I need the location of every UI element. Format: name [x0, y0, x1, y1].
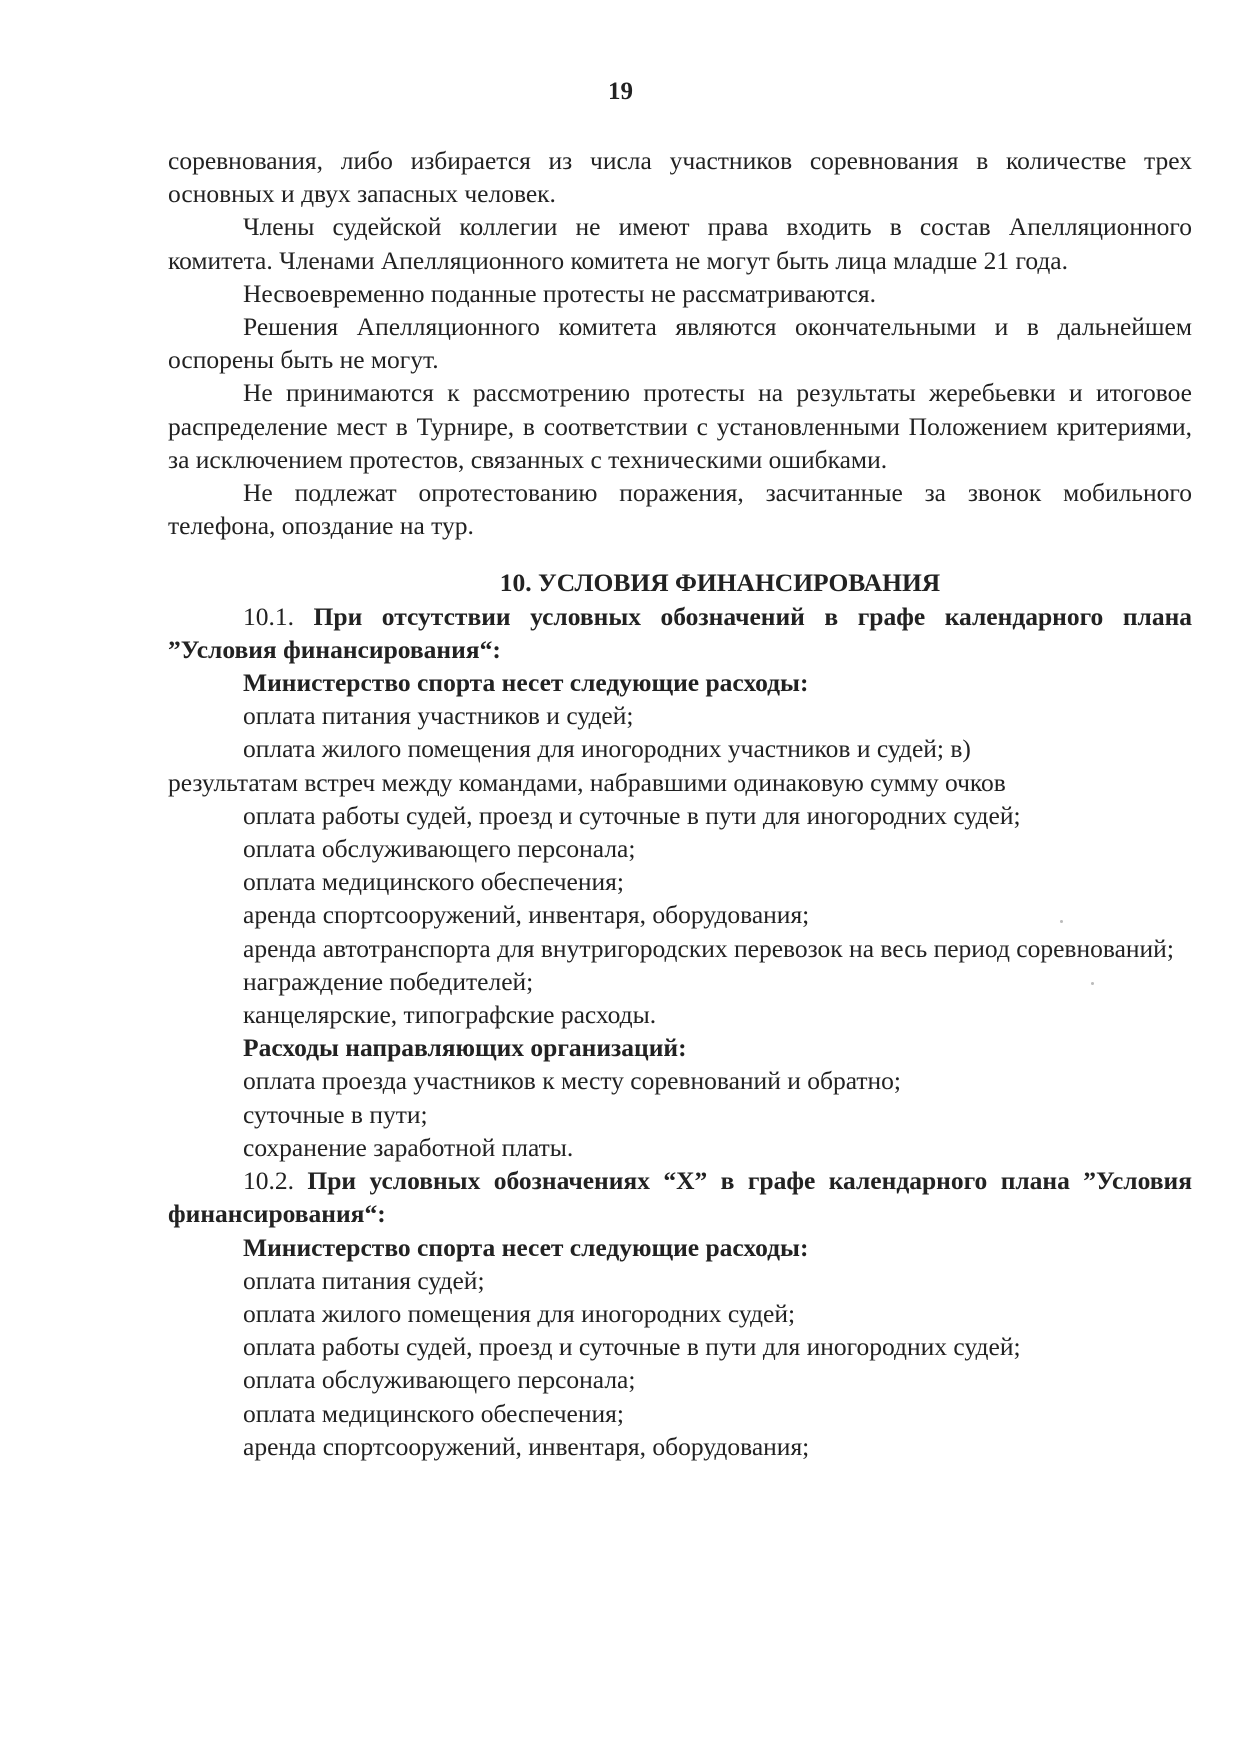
subsection-10-2-title	[168, 1164, 1192, 1230]
page-number: 19	[608, 78, 633, 105]
subsection-title: При условных обозначениях “Х” в графе календарного плана ”Условия финансирования“:	[168, 1166, 1192, 1229]
list-item: награждение победителей;	[243, 966, 534, 996]
list-item: аренда спортсооружений, инвентаря, оборудования;	[243, 900, 810, 930]
subsection-title: При отсутствии условных обозначений в графе календарного плана ”Условия финансирования“:	[168, 601, 1193, 664]
paragraph: соревнования, либо избирается из числа участников соревнования в количестве трех основных и двух запасных человек.	[168, 146, 1192, 209]
list-item: оплата медицинского обеспечения;	[243, 1398, 624, 1428]
paragraph: Члены судейской коллегии не имеют права входить в состав Апелляционного комитета. Членами Апелляционного комитета не могут быть лица младше 21 года.	[168, 212, 1192, 275]
list-item: оплата работы судей, проезд и суточные в пути для иногородних судей;	[243, 800, 1021, 830]
scan-speck	[1091, 982, 1094, 985]
list-item: оплата жилого помещения для иногородних судей;	[243, 1298, 796, 1328]
subsection-number: 10.2.	[243, 1166, 308, 1196]
sending-expenses-heading: Расходы направляющих организаций:	[243, 1033, 687, 1063]
list-item: сохранение заработной платы.	[243, 1132, 574, 1162]
paragraph: Не подлежат опротестованию поражения, засчитанные за звонок мобильного телефона, опоздание на тур.	[168, 478, 1192, 541]
stray-line: результатам встреч между командами, набравшими одинаковую сумму очков	[168, 767, 1006, 797]
list-item: оплата медицинского обеспечения;	[243, 867, 624, 897]
scan-speck	[1060, 920, 1063, 923]
paragraph: Несвоевременно поданные протесты не рассматриваются.	[243, 278, 876, 308]
list-item: оплата обслуживающего персонала;	[243, 1365, 636, 1395]
list-item: суточные в пути;	[243, 1099, 428, 1129]
list-item: оплата работы судей, проезд и суточные в пути для иногородних судей;	[243, 1332, 1021, 1362]
paragraph: Не принимаются к рассмотрению протесты на результаты жеребьевки и итоговое распределение мест в Турнире, в соответствии с установленными Положением критериями, за исключением протестов, связанных с техническими ошибками.	[168, 378, 1192, 474]
list-item: оплата питания судей;	[243, 1265, 485, 1295]
list-item: аренда спортсооружений, инвентаря, оборудования;	[243, 1431, 810, 1461]
list-item: оплата жилого помещения для иногородних участников и судей; в)	[243, 734, 971, 764]
list-item: канцелярские, типографские расходы.	[243, 1000, 657, 1030]
page-body	[168, 144, 1192, 1463]
paragraph: Решения Апелляционного комитета являются окончательными и в дальнейшем оспорены быть не могут.	[168, 312, 1192, 375]
subsection-number: 10.1.	[243, 601, 314, 631]
ministry-expenses-heading: Министерство спорта несет следующие расходы:	[243, 668, 809, 698]
list-item: оплата обслуживающего персонала;	[243, 834, 636, 864]
list-item: аренда автотранспорта для внутригородских перевозок на весь период соревнований;	[243, 933, 1174, 963]
list-item: оплата питания участников и судей;	[243, 701, 634, 731]
section-heading: 10. УСЛОВИЯ ФИНАНСИРОВАНИЯ	[499, 568, 941, 598]
ministry-expenses-heading: Министерство спорта несет следующие расходы:	[243, 1232, 809, 1262]
subsection-10-1-title	[168, 600, 1192, 666]
list-item: оплата проезда участников к месту соревнований и обратно;	[243, 1066, 901, 1096]
